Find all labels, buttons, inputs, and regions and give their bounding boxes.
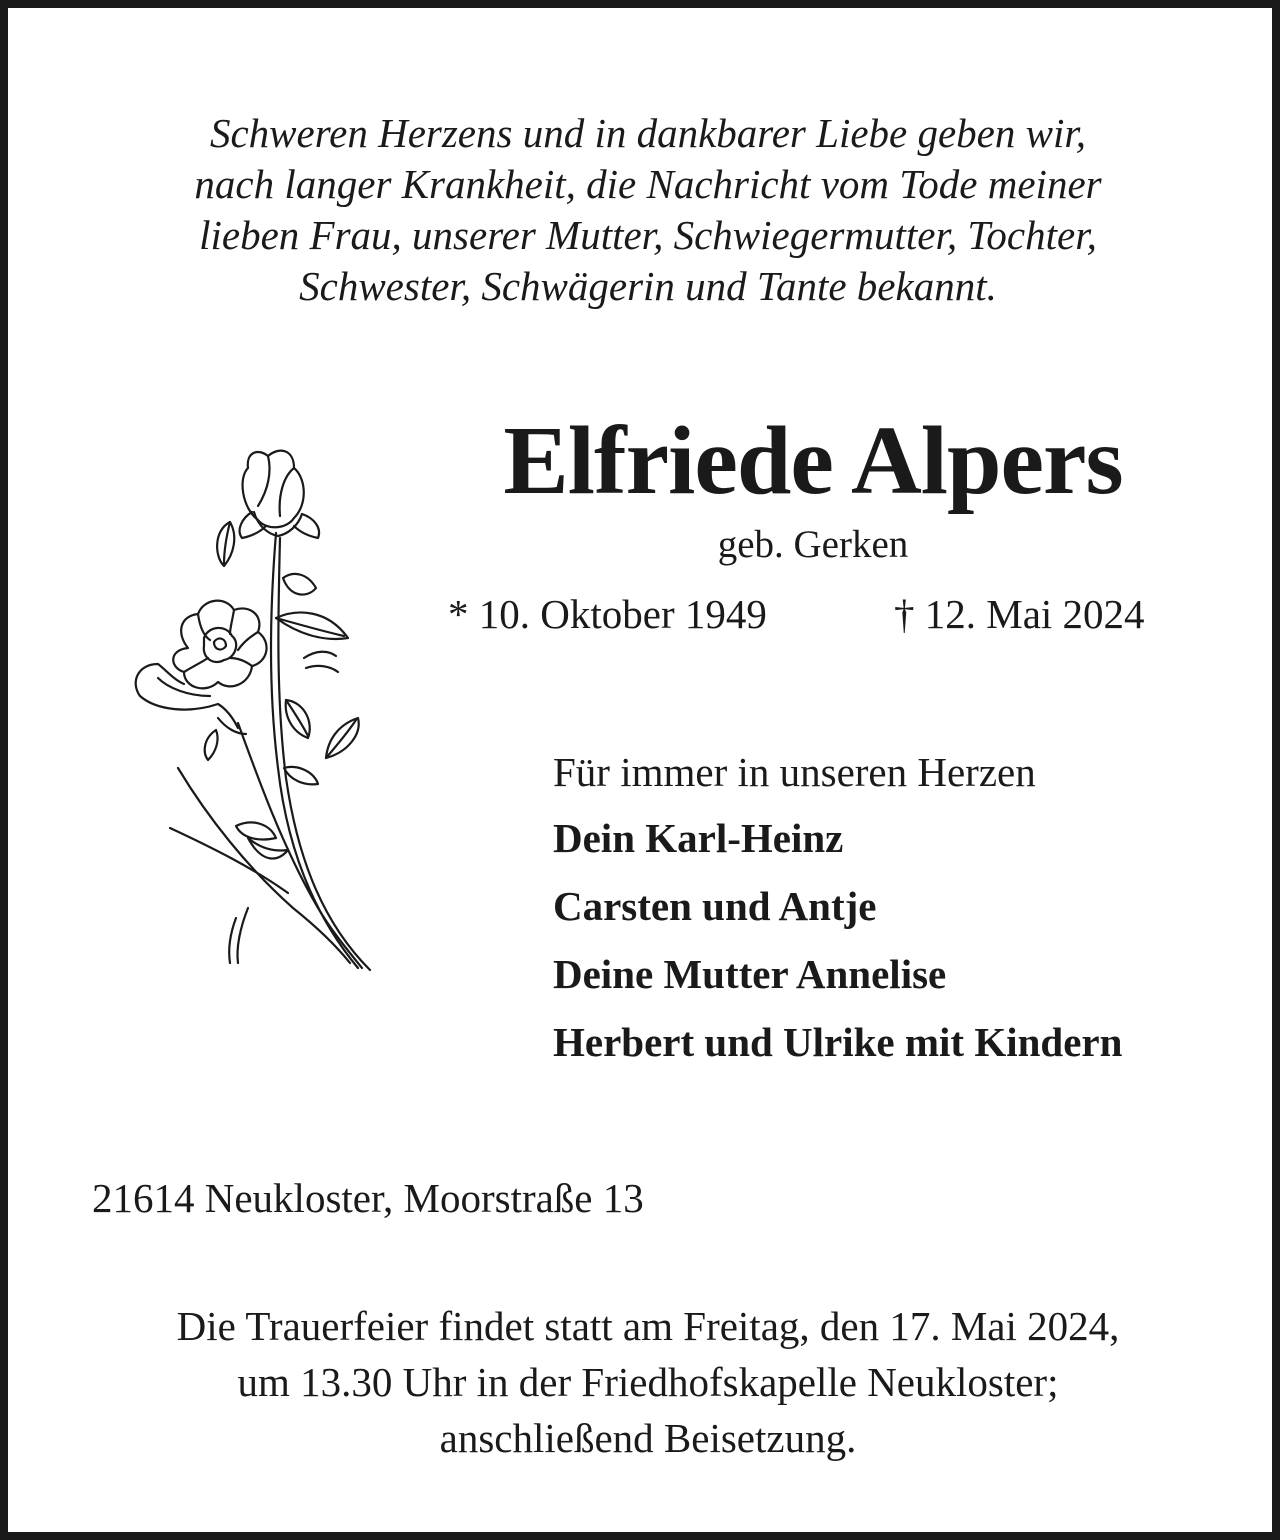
mourners-list (553, 814, 1122, 1086)
intro-line: Schweren Herzens und in dankbarer Liebe geben wir, (209, 110, 1087, 156)
rose-icon (118, 438, 388, 988)
ceremony-line: Die Trauerfeier findet statt am Freitag, den 17. Mai 2024, (176, 1303, 1120, 1349)
mourner-name: Dein Karl-Heinz (553, 815, 844, 861)
family-address: 21614 Neukloster, Moorstraße 13 (92, 1175, 644, 1221)
mourner-name: Carsten und Antje (553, 883, 877, 929)
intro-text (68, 108, 1228, 312)
intro-line: Schwester, Schwägerin und Tante bekannt. (299, 263, 997, 309)
mourner-name: Herbert und Ulrike mit Kindern (553, 1019, 1123, 1065)
deceased-name: Elfriede Alpers (503, 407, 1123, 515)
intro-line: nach langer Krankheit, die Nachricht vom Tode meiner (194, 161, 1102, 207)
maiden-name: geb. Gerken (717, 523, 909, 566)
intro-line: lieben Frau, unserer Mutter, Schwiegermutter, Tochter, (199, 212, 1097, 258)
family-lead-text: Für immer in unseren Herzen (553, 749, 1036, 795)
mourner-name: Deine Mutter Annelise (553, 951, 947, 997)
ceremony-line: anschließend Beisetzung. (439, 1415, 857, 1461)
birth-date: * 10. Oktober 1949 (448, 591, 767, 637)
death-date: † 12. Mai 2024 (894, 591, 1145, 637)
ceremony-details (68, 1298, 1228, 1466)
ceremony-line: um 13.30 Uhr in der Friedhofskapelle Neukloster; (237, 1359, 1059, 1405)
